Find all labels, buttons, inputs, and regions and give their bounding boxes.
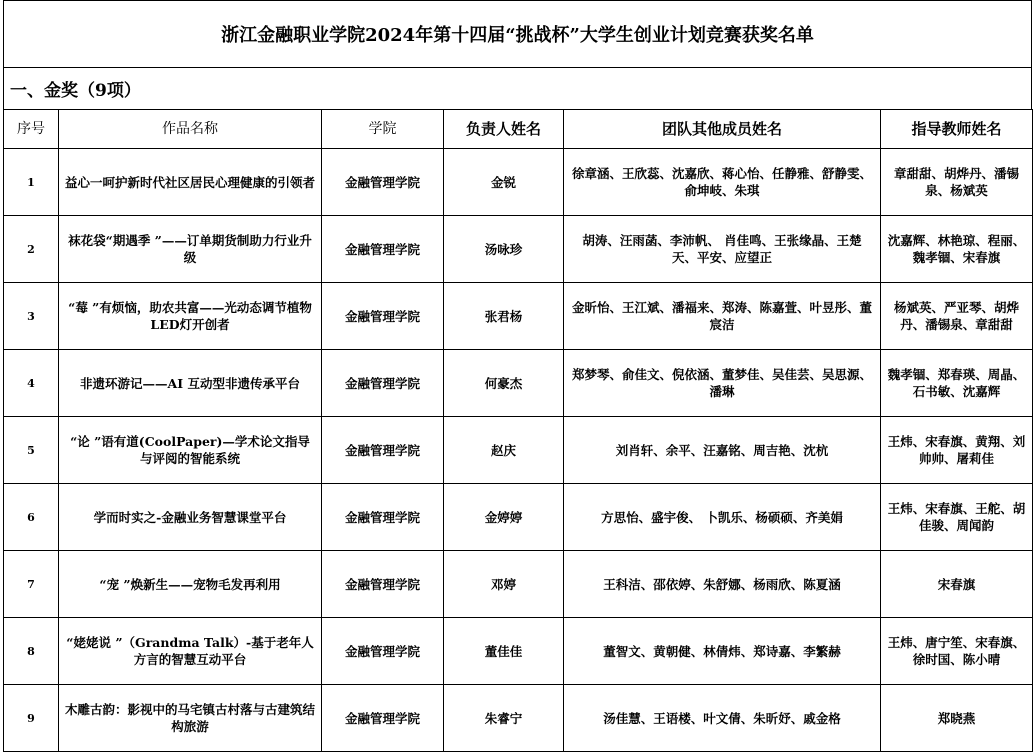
table-row [4, 618, 1033, 685]
cell-index: 5 [4, 417, 59, 484]
cell-index: 2 [4, 216, 59, 283]
table-row [4, 551, 1033, 618]
table-row [4, 417, 1033, 484]
cell-work-name: “论 ”语有道(CoolPaper)—学术论文指导与评阅的智能系统 [59, 417, 322, 484]
cell-index: 3 [4, 283, 59, 350]
section-heading: 一、金奖（9项） [3, 68, 1032, 110]
cell-members: 刘肖轩、余平、汪嘉铭、周吉艳、沈杭 [564, 417, 881, 484]
cell-work-name: 非遗环游记——AI 互动型非遗传承平台 [59, 350, 322, 417]
cell-members: 汤佳慧、王语楼、叶文倩、朱昕妤、戚金格 [564, 685, 881, 752]
cell-work-name: 袜花袋“期遇季 ”——订单期货制助力行业升级 [59, 216, 322, 283]
cell-index: 8 [4, 618, 59, 685]
header-advisors: 指导教师姓名 [881, 110, 1033, 149]
cell-college: 金融管理学院 [322, 685, 444, 752]
table-row [4, 216, 1033, 283]
cell-leader: 汤咏珍 [444, 216, 564, 283]
cell-college: 金融管理学院 [322, 618, 444, 685]
cell-index: 9 [4, 685, 59, 752]
cell-advisors: 郑晓燕 [881, 685, 1033, 752]
cell-members: 徐章涵、王欣蕊、沈嘉欣、蒋心怡、任静雅、舒静雯、俞坤岐、朱琪 [564, 149, 881, 216]
table-row [4, 685, 1033, 752]
table-row [4, 283, 1033, 350]
cell-members: 胡涛、汪雨菡、李沛帆、 肖佳鸣、王张缘晶、王楚天、平安、应望正 [564, 216, 881, 283]
cell-college: 金融管理学院 [322, 283, 444, 350]
cell-leader: 邓婷 [444, 551, 564, 618]
cell-advisors: 章甜甜、胡烨丹、潘锡泉、杨斌英 [881, 149, 1033, 216]
table-row [4, 350, 1033, 417]
cell-leader: 金锐 [444, 149, 564, 216]
document-title: 浙江金融职业学院2024年第十四届“挑战杯”大学生创业计划竞赛获奖名单 [3, 0, 1032, 68]
cell-college: 金融管理学院 [322, 484, 444, 551]
cell-work-name: “姥姥说 ”（Grandma Talk）-基于老年人方言的智慧互动平台 [59, 618, 322, 685]
cell-index: 4 [4, 350, 59, 417]
cell-advisors: 宋春旗 [881, 551, 1033, 618]
cell-leader: 董佳佳 [444, 618, 564, 685]
cell-work-name: 学而时实之-金融业务智慧课堂平台 [59, 484, 322, 551]
cell-members: 金昕怡、王江斌、潘福来、郑涛、陈嘉萱、叶昱彤、董宸洁 [564, 283, 881, 350]
cell-leader: 金婷婷 [444, 484, 564, 551]
cell-work-name: 益心一呵护新时代社区居民心理健康的引领者 [59, 149, 322, 216]
cell-work-name: “莓 ”有烦恼，助农共富——光动态调节植物LED灯开创者 [59, 283, 322, 350]
cell-index: 6 [4, 484, 59, 551]
cell-college: 金融管理学院 [322, 149, 444, 216]
cell-advisors: 沈嘉辉、林艳琼、程丽、魏孝锢、宋春旗 [881, 216, 1033, 283]
cell-leader: 张君杨 [444, 283, 564, 350]
cell-members: 郑梦琴、俞佳文、倪依涵、董梦佳、吴佳芸、吴思源、潘琳 [564, 350, 881, 417]
table-header-row [4, 110, 1033, 149]
cell-work-name: “宠 ”焕新生——宠物毛发再利用 [59, 551, 322, 618]
cell-work-name: 木雕古韵：影视中的马宅镇古村落与古建筑结构旅游 [59, 685, 322, 752]
header-members: 团队其他成员姓名 [564, 110, 881, 149]
cell-members: 董智文、黄朝健、林倩炜、郑诗嘉、李繁赫 [564, 618, 881, 685]
cell-advisors: 王炜、宋春旗、黄翔、刘帅帅、屠莉佳 [881, 417, 1033, 484]
header-work: 作品名称 [59, 110, 322, 149]
cell-index: 1 [4, 149, 59, 216]
cell-advisors: 杨斌英、严亚琴、胡烨丹、潘锡泉、章甜甜 [881, 283, 1033, 350]
table-row [4, 149, 1033, 216]
header-index: 序号 [4, 110, 59, 149]
cell-members: 王科洁、邵依婷、朱舒娜、杨雨欣、陈夏涵 [564, 551, 881, 618]
cell-college: 金融管理学院 [322, 216, 444, 283]
cell-leader: 朱睿宁 [444, 685, 564, 752]
header-leader: 负责人姓名 [444, 110, 564, 149]
cell-leader: 赵庆 [444, 417, 564, 484]
table-row [4, 484, 1033, 551]
cell-advisors: 魏孝锢、郑春瑛、周晶、石书敏、沈嘉辉 [881, 350, 1033, 417]
cell-members: 方思怡、盛宇俊、 卜凯乐、杨硕硕、齐美娟 [564, 484, 881, 551]
cell-index: 7 [4, 551, 59, 618]
cell-advisors: 王炜、宋春旗、王舵、胡佳骏、周闻韵 [881, 484, 1033, 551]
cell-college: 金融管理学院 [322, 350, 444, 417]
cell-college: 金融管理学院 [322, 551, 444, 618]
award-table [3, 109, 1033, 752]
table-body [4, 149, 1033, 752]
cell-advisors: 王炜、唐宁笙、宋春旗、徐时国、陈小晴 [881, 618, 1033, 685]
header-college: 学院 [322, 110, 444, 149]
cell-college: 金融管理学院 [322, 417, 444, 484]
cell-leader: 何豪杰 [444, 350, 564, 417]
